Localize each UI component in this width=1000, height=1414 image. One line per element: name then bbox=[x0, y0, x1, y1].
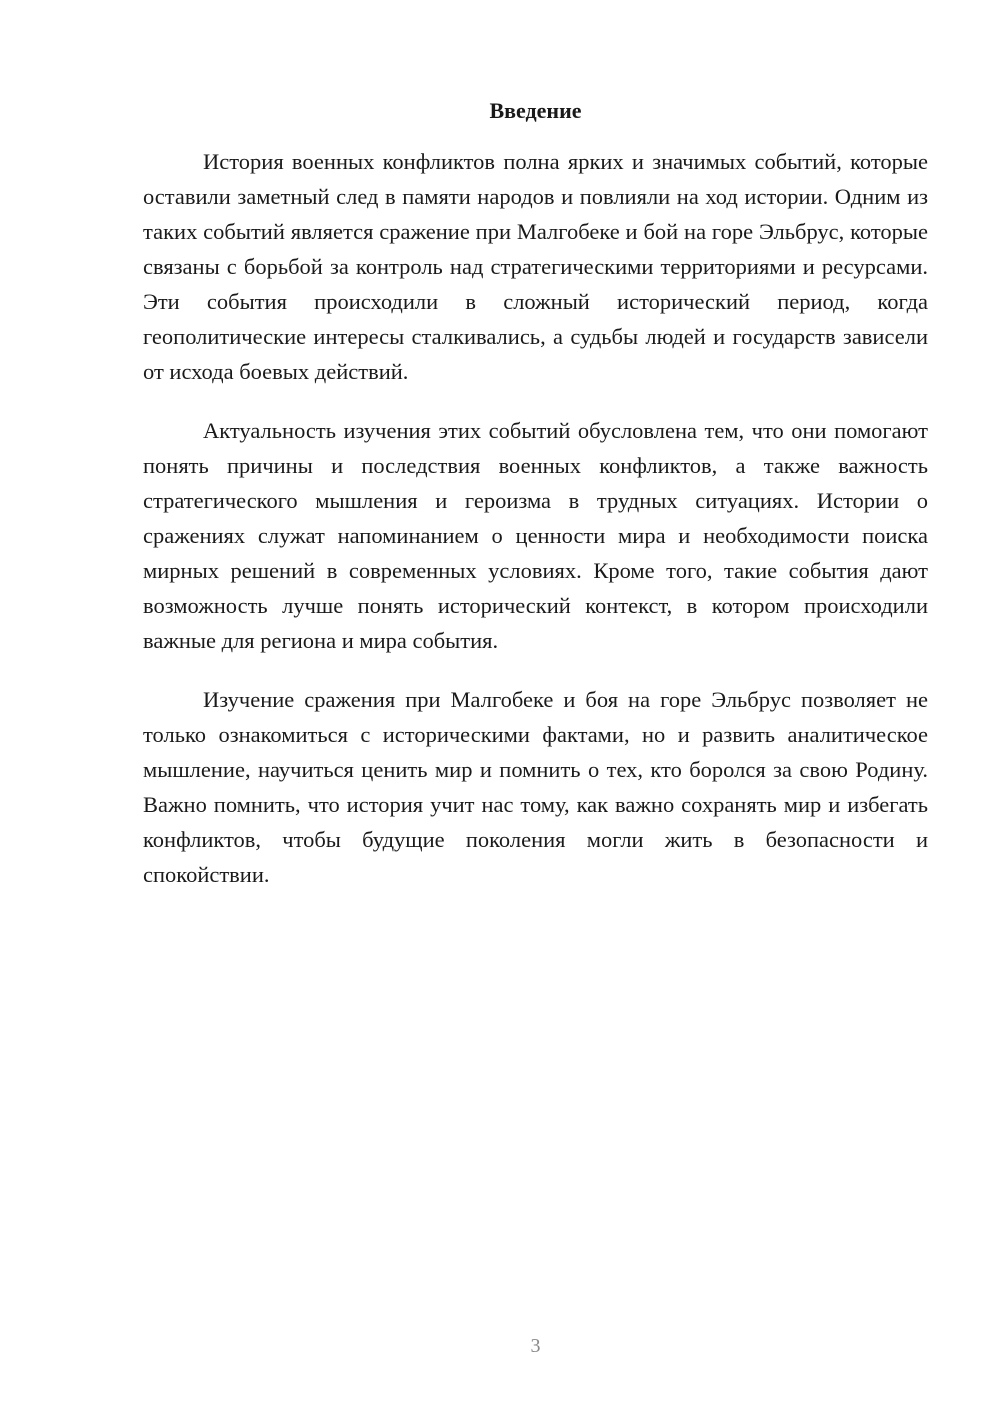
paragraph-2: Актуальность изучения этих событий обусловлена тем, что они помогают понять причины и последствия военных конфликтов, а также важность стратегического мышления и героизма в трудных ситуациях. Истории о сражениях служат напоминанием о ценности мира и необходимости поиска мирных решений в современных условиях. Кроме того, такие события дают возможность лучше понять исторический контекст, в котором происходили важные для региона и мира события. bbox=[143, 418, 928, 653]
section-heading: Введение bbox=[489, 98, 582, 123]
paragraph-3: Изучение сражения при Малгобеке и боя на горе Эльбрус позволяет не только ознакомиться с историческими фактами, но и развить аналитическое мышление, научиться ценить мир и помнить о тех, кто боролся за свою Родину. Важно помнить, что история учит нас тому, как важно сохранять мир и избегать конфликтов, чтобы будущие поколения могли жить в безопасности и спокойствии. bbox=[143, 687, 928, 887]
page-number: 3 bbox=[530, 1335, 541, 1357]
paragraph-1: История военных конфликтов полна ярких и значимых событий, которые оставили заметный след в памяти народов и повлияли на ход истории. Одним из таких событий является сражение при Малгобеке и бой на горе Эльбрус, которые связаны с борьбой за контроль над стратегическими территориями и ресурсами. Эти события происходили в сложный исторический период, когда геополитические интересы сталкивались, а судьбы людей и государств зависели от исхода боевых действий. bbox=[143, 149, 928, 384]
body-text bbox=[143, 144, 928, 916]
